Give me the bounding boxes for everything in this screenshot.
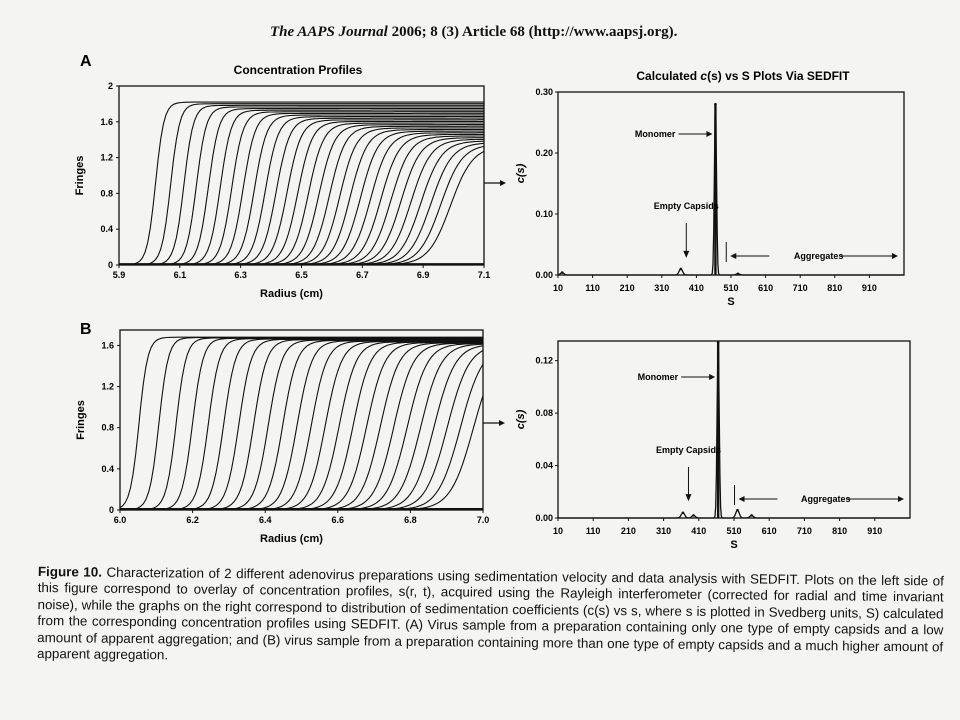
panel-a [74, 53, 904, 308]
x-tick-label: 310 [656, 526, 672, 536]
profiles-plot-frame [120, 330, 483, 510]
x-tick-label: 6.8 [404, 515, 417, 525]
panel-b [75, 321, 910, 551]
x-tick-label: 7.1 [477, 270, 491, 280]
profile-curve [120, 351, 483, 511]
x-tick-label: 410 [691, 526, 707, 536]
panel-letter: B [80, 321, 92, 338]
cs-distribution-line [558, 113, 904, 275]
y-tick-label: 0.00 [535, 270, 553, 280]
x-tick-label: 910 [861, 283, 877, 293]
y-tick-label: 0.10 [535, 209, 553, 219]
empty-capsids-arrow-head [685, 494, 691, 501]
x-tick-label: 410 [688, 283, 704, 293]
y-tick-label: 0.00 [535, 513, 553, 523]
profile-curve [119, 125, 484, 265]
panel-arrow-head [500, 180, 506, 186]
x-tick-label: 7.0 [476, 515, 490, 525]
peak-point [717, 341, 720, 344]
profile-curve [119, 128, 484, 265]
x-tick-label: 10 [552, 283, 564, 293]
x-tick-label: 6.1 [173, 270, 187, 280]
profile-curve [119, 133, 484, 265]
monomer-arrow-head [706, 131, 712, 137]
x-tick-label: 6.5 [295, 270, 308, 280]
aggregates-arrow-left-head [739, 496, 745, 502]
empty-capsids-label: Empty Capsids [655, 445, 721, 455]
aggregates-label: Aggregates [801, 494, 851, 504]
y-tick-label: 0 [108, 505, 114, 515]
peak-point [737, 272, 740, 275]
empty-capsids-arrow-head [683, 251, 689, 258]
y-tick-label: 1.2 [100, 152, 113, 163]
x-tick-label: 110 [585, 283, 600, 293]
x-tick-label: 6.6 [331, 515, 345, 525]
y-tick-label: 0.8 [101, 422, 114, 433]
x-tick-label: 110 [585, 526, 601, 536]
caption-label: Figure 10. [37, 564, 103, 580]
y-tick-label: 0.30 [535, 87, 553, 97]
x-tick-label: 210 [619, 283, 635, 293]
x-tick-label: 310 [654, 283, 670, 293]
profile-curves [119, 102, 484, 265]
x-axis-label: S [727, 296, 735, 308]
x-tick-label: 210 [620, 526, 636, 536]
y-tick-label: 0.04 [535, 460, 553, 471]
peak-point [736, 509, 739, 512]
x-axis-label: S [730, 539, 738, 551]
aggregates-arrow-left-head [730, 253, 736, 259]
profile-curve [119, 126, 484, 265]
x-tick-label: 610 [758, 283, 774, 293]
y-tick-label: 0.12 [535, 355, 553, 366]
profile-curve [119, 118, 484, 265]
aggregates-arrow-right-head [898, 496, 904, 502]
aggregates-arrow-right-head [892, 253, 898, 259]
peak-point [692, 514, 695, 517]
y-tick-label: 0.4 [101, 463, 114, 474]
y-tick-label: 0.20 [535, 148, 553, 158]
x-tick-label: 6.7 [356, 270, 369, 280]
y-tick-label: 1.2 [101, 381, 114, 392]
peak-point [750, 514, 753, 517]
panel-letter: A [80, 53, 92, 70]
profile-curve [119, 107, 484, 265]
profile-curves [120, 337, 483, 510]
monomer-label: Monomer [634, 129, 676, 139]
peak-point [680, 268, 683, 271]
y-tick-label: 2 [107, 81, 113, 91]
y-tick-label: 0.4 [100, 224, 113, 235]
y-tick-label: 1.6 [100, 116, 113, 127]
x-tick-label: 810 [827, 283, 843, 293]
profile-curve [119, 120, 484, 265]
cs-distribution-line [558, 352, 910, 518]
peak-point [561, 271, 564, 274]
profile-curve [120, 396, 483, 510]
x-tick-label: 6.4 [258, 515, 272, 525]
profile-curve [120, 337, 483, 508]
journal-name: The AAPS Journal [270, 24, 388, 40]
x-tick-label: 710 [796, 526, 812, 536]
distribution-plot-frame [558, 341, 910, 518]
x-tick-label: 6.2 [186, 515, 199, 525]
x-axis-label: Radius (cm) [260, 288, 323, 300]
x-tick-label: 910 [867, 526, 883, 536]
y-tick-label: 0.8 [100, 188, 113, 199]
aggregates-label: Aggregates [793, 251, 844, 261]
y-tick-label: 1.6 [101, 340, 114, 351]
y-tick-label: 0 [107, 260, 113, 270]
distribution-plot-frame [558, 92, 904, 275]
x-axis-label: Radius (cm) [260, 533, 323, 545]
empty-capsids-label: Empty Capsids [653, 201, 719, 211]
y-axis-label: Fringes [74, 155, 86, 196]
monomer-arrow-head [709, 374, 715, 380]
profile-curve [119, 130, 484, 266]
x-tick-label: 810 [832, 526, 848, 536]
x-tick-label: 510 [723, 283, 739, 293]
y-tick-label: 0.08 [535, 408, 553, 419]
y-axis-label: c(s) [515, 163, 527, 184]
profile-curve [119, 109, 484, 266]
x-tick-label: 10 [552, 526, 564, 536]
monomer-label: Monomer [637, 372, 679, 382]
x-tick-label: 510 [726, 526, 742, 536]
y-axis-label: Fringes [75, 400, 87, 440]
x-tick-label: 6.9 [416, 270, 430, 280]
caption-text: Characterization of 2 different adenovirus preparations using sedimentation velocity and data analysis with SEDFIT. Plots on the left side of this figure correspond to overlay of concentration profiles, s(r, t), acquired using the Rayleigh interferometer (corrected for radial and time invariant noise), while the graphs on the right correspond to distribution of sedimentation coefficients (c(s) vs s, where s is plotted in Svedberg units, S) calculated from the corresponding concentration profiles using SEDFIT. (A) Virus sample from a preparation containing only one type of empty capsids and a low amount of apparent aggregation; and (B) virus sample from a preparation containing more than one type of empty capsids and a much higher amount of apparent aggregation. [36, 564, 944, 663]
distribution-title: Calculated c(s) vs S Plots Via SEDFIT [636, 69, 850, 83]
y-axis-label: c(s) [515, 409, 527, 430]
peak-point [714, 103, 717, 106]
x-tick-label: 6.3 [234, 270, 247, 280]
peak-point [682, 511, 685, 514]
panel-arrow-head [499, 420, 505, 426]
x-tick-label: 710 [792, 283, 808, 293]
figure-caption [37, 564, 944, 672]
x-tick-label: 610 [761, 526, 777, 536]
journal-citation: 2006; 8 (3) Article 68 (http://www.aapsj.org). [391, 24, 678, 40]
x-tick-label: 5.9 [112, 270, 126, 280]
profile-curve [119, 121, 484, 265]
profile-curve [119, 131, 484, 265]
profiles-title: Concentration Profiles [233, 63, 363, 77]
x-tick-label: 6.0 [113, 515, 127, 525]
